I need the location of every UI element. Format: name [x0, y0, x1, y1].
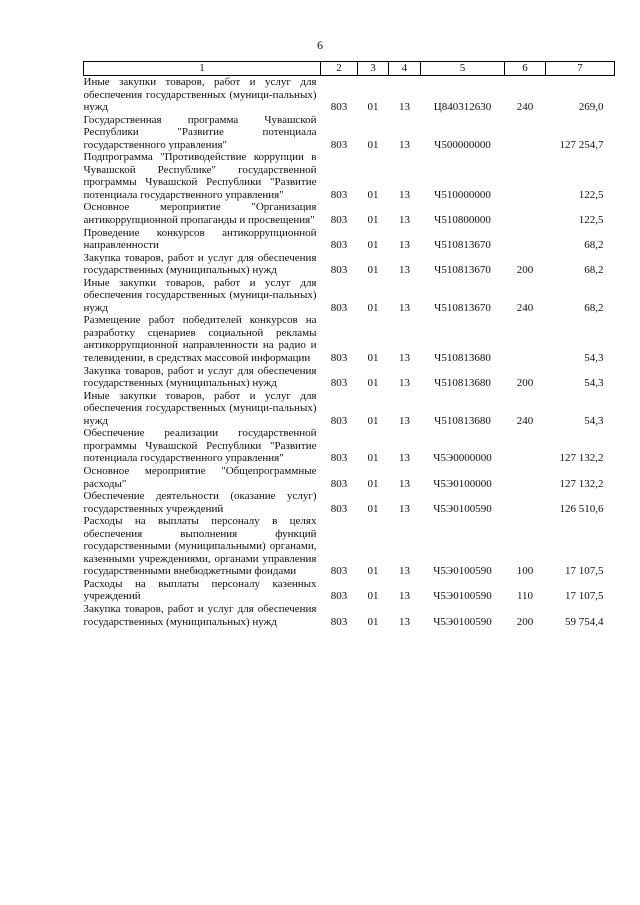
row-name: Иные закупки товаров, работ и услуг для обеспечения государственных (муници-пальных) нужд [83, 76, 317, 114]
row-admin-code: 803 [330, 352, 348, 365]
row-name: Подпрограмма "Противодействие коррупции в Чувашской Республике" государственной программы Чувашской Республики "Развитие потенциала государственного управления" [83, 151, 317, 201]
row-subsection: 13 [399, 138, 410, 151]
row-amount: 54,3 [584, 352, 604, 365]
row-section: 01 [367, 502, 379, 515]
row-amount: 17 107,5 [565, 565, 604, 578]
row-admin-code: 803 [330, 502, 348, 515]
row-admin-code: 803 [330, 301, 348, 314]
row-section: 01 [367, 452, 379, 465]
row-subsection: 13 [399, 264, 410, 277]
row-target-article: Ч510813670 [434, 239, 491, 252]
row-expense-type [505, 314, 546, 364]
row-admin-code: 803 [330, 565, 348, 578]
row-target-article: Ч510813680 [434, 414, 491, 427]
row-amount: 122,5 [578, 214, 604, 227]
row-section: 01 [367, 101, 379, 114]
row-target-article: Ч500000000 [434, 138, 491, 151]
row-name: Обеспечение деятельности (оказание услуг) государственных учреждений [83, 490, 317, 515]
row-section: 01 [367, 377, 379, 390]
table-row [84, 252, 615, 277]
row-target-article: Ч510800000 [434, 214, 491, 227]
row-expense-type: 100 [516, 565, 534, 578]
row-target-article: Ч510000000 [434, 188, 491, 201]
table-row [84, 465, 615, 490]
row-name: Размещение работ победителей конкурсов на разработку сценариев социальной рекламы антикоррупционной направленности на радио и телевидении, в средствах массовой информации [83, 314, 317, 365]
header-col-3: 3 [358, 62, 389, 76]
row-target-article: Ч510813680 [434, 377, 491, 390]
row-expense-type [505, 114, 546, 152]
row-section: 01 [367, 590, 379, 603]
row-expense-type: 240 [516, 301, 534, 314]
row-section: 01 [367, 477, 379, 490]
table-row [84, 227, 615, 252]
row-section: 01 [367, 352, 379, 365]
row-admin-code: 803 [330, 214, 348, 227]
row-admin-code: 803 [330, 264, 348, 277]
table-row [84, 365, 615, 390]
row-subsection: 13 [399, 414, 410, 427]
row-name: Иные закупки товаров, работ и услуг для обеспечения государственных (муници-пальных) нужд [83, 276, 317, 314]
row-expense-type [505, 201, 546, 226]
table-row [84, 201, 615, 226]
row-admin-code: 803 [330, 377, 348, 390]
row-admin-code: 803 [330, 414, 348, 427]
row-name: Проведение конкурсов антикоррупционной направленности [83, 226, 317, 252]
table-row [84, 603, 615, 628]
row-amount: 126 510,6 [559, 502, 604, 515]
row-name: Закупка товаров, работ и услуг для обеспечения государственных (муниципальных) нужд [83, 602, 317, 628]
row-section: 01 [367, 615, 379, 628]
row-name: Основное мероприятие "Организация антикоррупционной пропаганды и просвещения" [83, 201, 317, 227]
row-subsection: 13 [399, 502, 410, 515]
row-amount: 68,2 [584, 239, 604, 252]
row-admin-code: 803 [330, 452, 348, 465]
header-col-5: 5 [421, 62, 505, 76]
row-amount: 54,3 [584, 377, 604, 390]
header-col-6: 6 [505, 62, 546, 76]
row-section: 01 [367, 138, 379, 151]
row-expense-type: 240 [516, 101, 534, 114]
table-row [84, 427, 615, 465]
row-target-article: Ч510813680 [434, 352, 491, 365]
header-col-2: 2 [321, 62, 358, 76]
row-name: Расходы на выплаты персоналу казенных учреждений [83, 577, 317, 603]
row-expense-type: 240 [516, 414, 534, 427]
row-amount: 269,0 [578, 101, 604, 114]
row-subsection: 13 [399, 565, 410, 578]
page-number: 6 [317, 38, 323, 52]
row-admin-code: 803 [330, 101, 348, 114]
row-subsection: 13 [399, 477, 410, 490]
row-name: Государственная программа Чувашской Республики "Развитие потенциала государственного управления" [83, 113, 317, 151]
row-amount: 54,3 [584, 414, 604, 427]
header-col-1: 1 [84, 62, 321, 76]
table-row [84, 390, 615, 428]
row-amount: 59 754,4 [565, 615, 604, 628]
row-target-article: Ч5Э0100590 [433, 590, 492, 603]
row-subsection: 13 [399, 101, 410, 114]
row-subsection: 13 [399, 352, 410, 365]
row-admin-code: 803 [330, 138, 348, 151]
row-name: Закупка товаров, работ и услуг для обеспечения государственных (муниципальных) нужд [83, 364, 317, 390]
row-admin-code: 803 [330, 188, 348, 201]
row-expense-type [505, 151, 546, 201]
table-row [84, 314, 615, 364]
table-row [84, 114, 615, 152]
table-row [84, 277, 615, 315]
budget-table [83, 61, 615, 628]
row-name: Иные закупки товаров, работ и услуг для обеспечения государственных (муници-пальных) нужд [83, 389, 317, 427]
table-row [84, 515, 615, 578]
row-name: Закупка товаров, работ и услуг для обеспечения государственных (муниципальных) нужд [83, 251, 317, 277]
row-subsection: 13 [399, 452, 410, 465]
row-section: 01 [367, 414, 379, 427]
row-subsection: 13 [399, 214, 410, 227]
row-subsection: 13 [399, 377, 410, 390]
header-col-7: 7 [546, 62, 615, 76]
table-row [84, 490, 615, 515]
row-admin-code: 803 [330, 590, 348, 603]
row-section: 01 [367, 239, 379, 252]
row-expense-type: 200 [516, 264, 534, 277]
row-admin-code: 803 [330, 239, 348, 252]
row-section: 01 [367, 565, 379, 578]
row-target-article: Ч5Э0100590 [433, 565, 492, 578]
row-expense-type: 200 [516, 615, 534, 628]
row-amount: 68,2 [584, 264, 604, 277]
row-target-article: Ч5Э0100590 [433, 615, 492, 628]
row-subsection: 13 [399, 615, 410, 628]
row-amount: 127 254,7 [559, 138, 604, 151]
row-section: 01 [367, 264, 379, 277]
row-expense-type [505, 227, 546, 252]
table-row [84, 578, 615, 603]
row-expense-type: 200 [516, 377, 534, 390]
row-admin-code: 803 [330, 615, 348, 628]
row-name: Расходы на выплаты персоналу в целях обеспечения выполнения функций государственными (муниципальными) органами, казенными учреждениями, органами управления государственными внебюджетными фондами [83, 515, 317, 578]
row-amount: 122,5 [578, 188, 604, 201]
row-section: 01 [367, 301, 379, 314]
table-row [84, 151, 615, 201]
row-subsection: 13 [399, 239, 410, 252]
row-name: Обеспечение реализации государственной программы Чувашской Республики "Развитие потенциала государственного управления" [83, 427, 317, 465]
row-target-article: Ч510813670 [434, 301, 491, 314]
header-row [84, 62, 615, 76]
row-target-article: Ч5Э0000000 [433, 452, 492, 465]
row-target-article: Ц840312630 [433, 101, 492, 114]
row-expense-type [505, 465, 546, 490]
header-col-4: 4 [389, 62, 421, 76]
row-expense-type [505, 490, 546, 515]
row-expense-type [505, 427, 546, 465]
row-target-article: Ч5Э0100590 [433, 502, 492, 515]
row-target-article: Ч5Э0100000 [433, 477, 492, 490]
row-amount: 127 132,2 [559, 477, 604, 490]
row-section: 01 [367, 214, 379, 227]
row-amount: 17 107,5 [565, 590, 604, 603]
row-expense-type: 110 [516, 590, 534, 603]
row-subsection: 13 [399, 590, 410, 603]
row-name: Основное мероприятие "Общепрограммные расходы" [83, 464, 317, 490]
row-target-article: Ч510813670 [434, 264, 491, 277]
row-subsection: 13 [399, 188, 410, 201]
row-amount: 68,2 [584, 301, 604, 314]
table-row [84, 76, 615, 114]
row-amount: 127 132,2 [559, 452, 604, 465]
row-section: 01 [367, 188, 379, 201]
row-admin-code: 803 [330, 477, 348, 490]
row-subsection: 13 [399, 301, 410, 314]
